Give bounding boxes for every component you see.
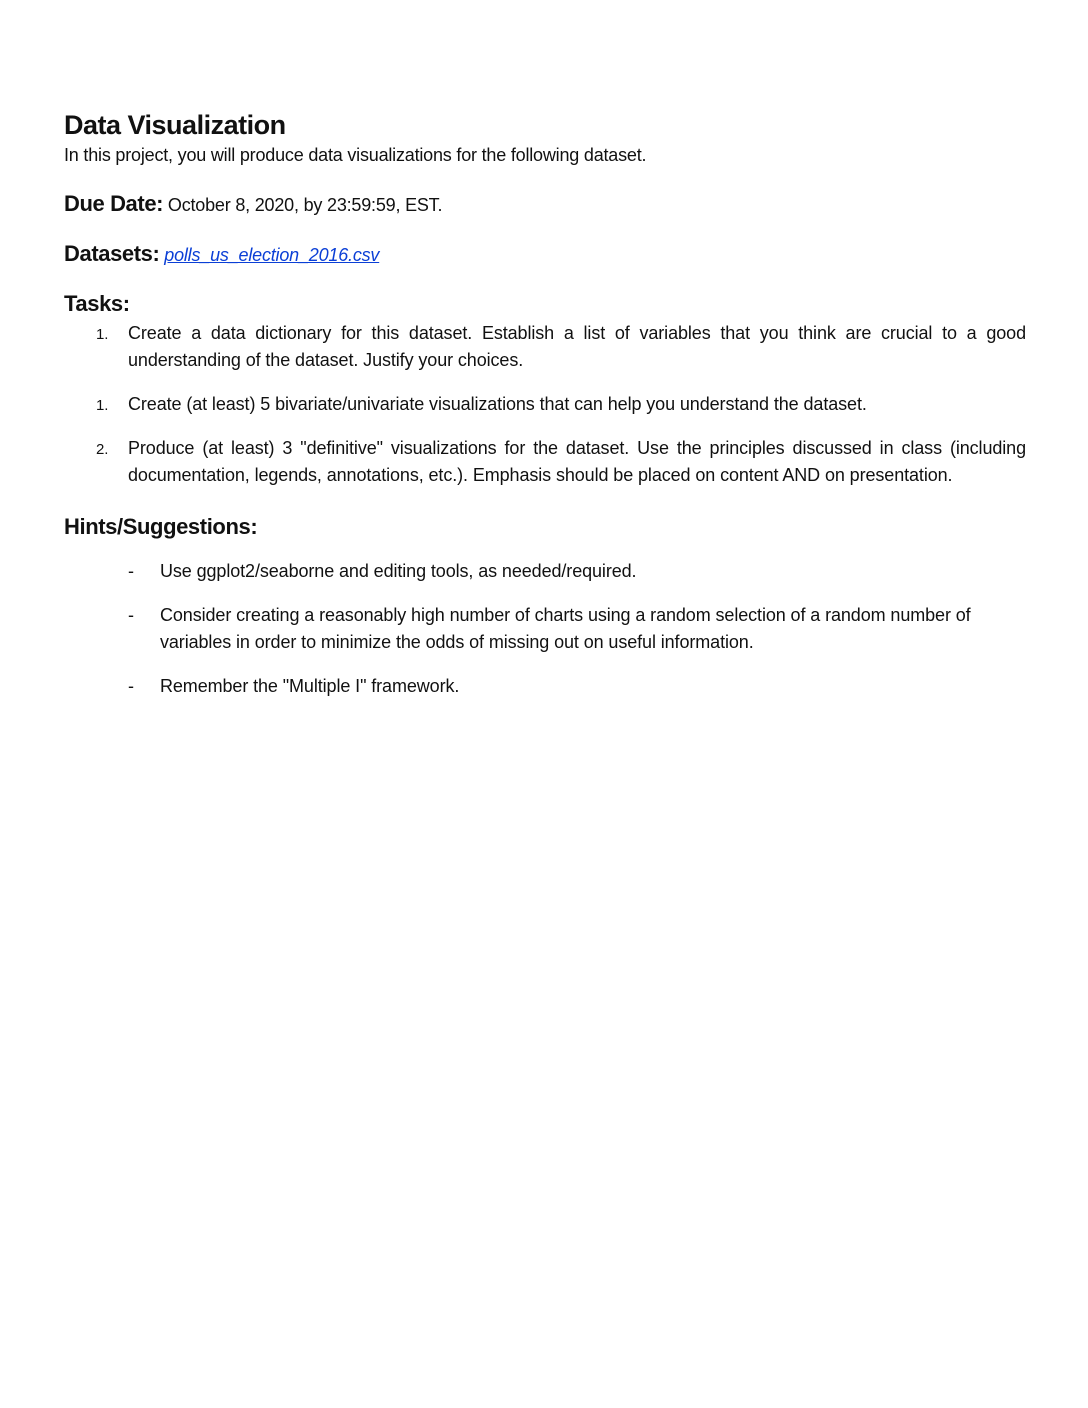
list-marker: - [128,561,134,581]
datasets-line [64,240,1026,269]
list-item [64,391,1026,418]
list-item [64,673,1026,700]
dataset-link[interactable]: polls_us_election_2016.csv [164,245,380,265]
list-marker: 1. [96,397,109,414]
due-date-line [64,190,1026,219]
intro-text: In this project, you will produce data visualizations for the following dataset. [64,145,647,165]
document-page [64,108,1026,700]
due-date-value: October 8, 2020, by 23:59:59, EST. [167,195,443,215]
tasks-list [64,320,1026,489]
hints-list [64,558,1026,700]
task-text: Produce (at least) 3 "definitive" visualizations for the dataset. Use the principles discussed in class (including documentation, legends, annotations, etc.). Emphasis should be placed on content AND on presentation. [128,438,1026,485]
list-item [64,320,1026,374]
tasks-heading: Tasks: [64,291,130,316]
list-marker: 2. [96,441,109,458]
list-item [64,602,1026,656]
hint-text: Use ggplot2/seaborne and editing tools, as needed/required. [160,561,637,581]
task-text: Create a data dictionary for this dataset. Establish a list of variables that you think are crucial to a good understanding of the dataset. Justify your choices. [128,323,1026,370]
task-text: Create (at least) 5 bivariate/univariate visualizations that can help you understand the dataset. [128,394,867,414]
datasets-label: Datasets: [64,241,160,266]
hint-text: Consider creating a reasonably high number of charts using a random selection of a random number of variables in order to minimize the odds of missing out on useful information. [160,605,971,652]
page-title: Data Visualization [64,110,286,140]
due-date-label: Due Date: [64,191,164,216]
hint-text: Remember the "Multiple I" framework. [160,676,460,696]
list-marker: - [128,605,134,625]
list-item [64,435,1026,489]
list-marker: 1. [96,326,109,343]
hints-heading: Hints/Suggestions: [64,514,258,539]
list-item [64,558,1026,585]
list-marker: - [128,676,134,696]
